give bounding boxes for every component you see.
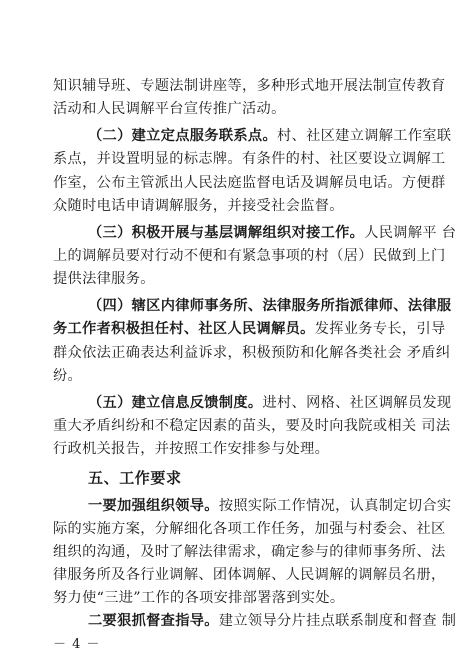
body-line	[53, 589, 344, 607]
body-line	[53, 520, 446, 538]
section-heading	[88, 469, 182, 487]
line-text: 重大矛盾纠纷和不稳定因素的苗头，要及时向我院或相关 司法	[53, 418, 451, 434]
line-text: 上的调解员要对行动不便和有紧急事项的村（居）民做到上门	[53, 248, 446, 264]
line-text: 提供法律服务。	[53, 271, 155, 287]
line-bold-lead: （五）建立信息反馈制度。	[88, 395, 263, 411]
section-four-line	[88, 297, 451, 315]
body-line	[53, 566, 446, 584]
line-text: 际的实施方案，分解细化各项工作任务，加强与村委会、社区	[53, 521, 446, 537]
section-two-line	[88, 127, 451, 145]
body-line	[53, 270, 155, 288]
body-line	[53, 320, 446, 338]
body-line	[53, 100, 286, 118]
line-text: 建立领导分片挂点联系制度和督查 制	[218, 613, 457, 629]
line-text: 组织的沟通，及时了解法律需求，确定参与的律师事务所、法	[53, 544, 446, 560]
body-line	[53, 247, 446, 265]
line-text: 按照实际工作情况，认真制定切合实	[218, 498, 452, 514]
line-text: 努力使“三进”工作的各项安排部署落到实处。	[53, 590, 345, 606]
line-text: 系点，并设置明显的标志牌。有条件的村、社区要设立调解工	[53, 151, 446, 167]
line-bold-lead: （四）辖区内律师事务所、法律服务所指派律师、法律服	[88, 298, 452, 314]
line-text: 发挥业务专长，引导	[314, 321, 446, 337]
body-line	[53, 543, 446, 561]
body-line	[53, 77, 446, 95]
line-text: 知识辅导班、专题法制讲座等，多种形式地开展法制宣传教育	[53, 78, 446, 94]
line-bold-lead: 二要狠抓督查指导。	[88, 613, 219, 629]
line-text: 纷。	[53, 368, 83, 384]
line-text: 村、社区建立调解工作室联	[277, 128, 452, 144]
line-text: 律服务所及各行业调解、团体调解、人民调解的调解员名册，	[53, 567, 446, 583]
line-text: 人民调解平 台	[364, 225, 457, 241]
body-line	[53, 174, 446, 192]
section-five-line	[88, 394, 451, 412]
line-bold-lead: （二）建立定点服务联系点。	[88, 128, 277, 144]
line-bold-lead: 务工作者积极担任村、社区人民调解员。	[53, 321, 315, 337]
section-three-line	[88, 224, 456, 242]
body-line	[53, 417, 450, 435]
line-text: 进村、网格、社区调解员发现	[262, 395, 452, 411]
line-text: 活动和人民调解平台宣传推广活动。	[53, 101, 286, 117]
body-line	[53, 344, 450, 362]
heading-text: 五、工作要求	[88, 469, 182, 487]
body-line	[53, 367, 82, 385]
line-bold-lead: 一要加强组织领导。	[88, 498, 219, 514]
page-number: － 4 －	[53, 637, 101, 652]
requirement-one-line	[88, 497, 451, 515]
requirement-two-line	[88, 612, 456, 630]
body-line	[53, 150, 446, 168]
line-text: 群众依法正确表达利益诉求，积极预防和化解各类社会 矛盾纠	[53, 345, 451, 361]
line-bold-lead: （三）积极开展与基层调解组织对接工作。	[88, 225, 365, 241]
line-text: 作室，公布主管派出人民法庭监督电话及调解员电话。方便群	[53, 175, 446, 191]
line-text: 众随时电话申请调解服务，并接受社会监督。	[53, 198, 344, 214]
line-text: 行政机关报告，并按照工作安排参与处理。	[53, 441, 330, 457]
body-line	[53, 440, 329, 458]
body-line	[53, 197, 344, 215]
